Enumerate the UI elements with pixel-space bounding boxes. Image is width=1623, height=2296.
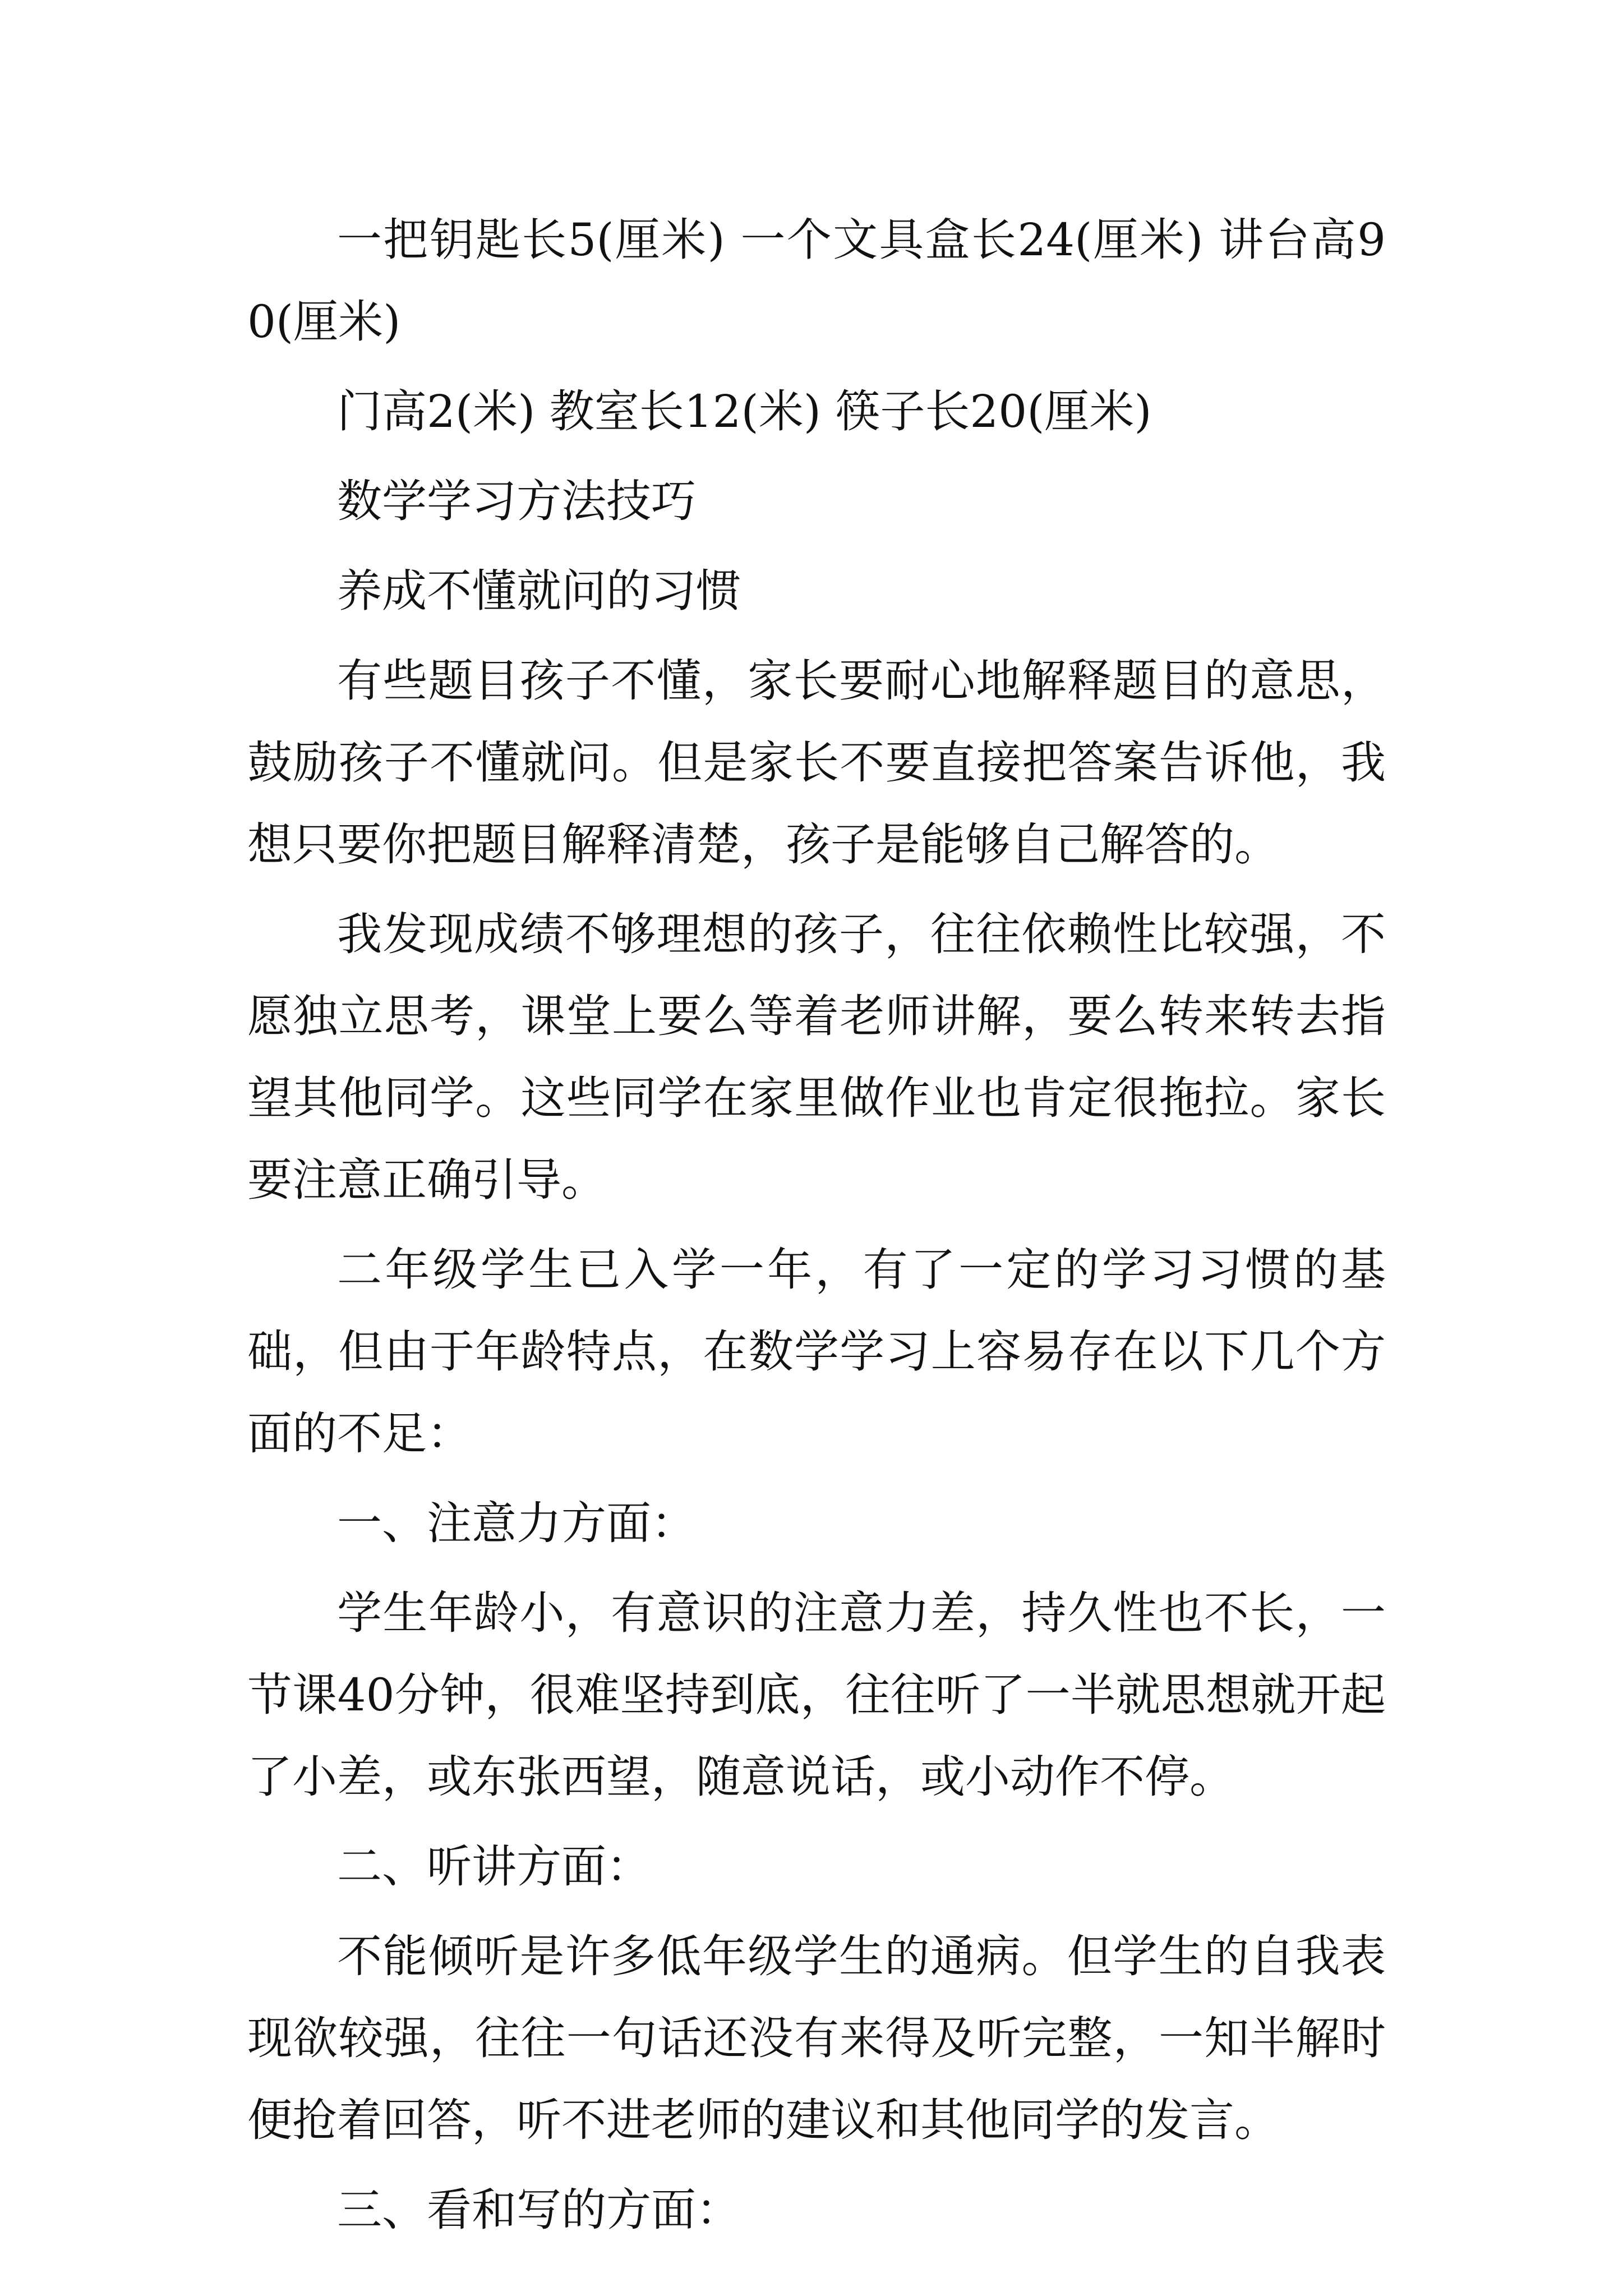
paragraph-measurements-1: 一把钥匙长5(厘米) 一个文具盒长24(厘米) 讲台高90(厘米) <box>247 214 1386 348</box>
section-heading-math-tips: 数学学习方法技巧 <box>337 475 696 527</box>
heading-attention: 一、注意力方面： <box>337 1497 696 1549</box>
paragraph-dependency: 我发现成绩不够理想的孩子，往往依赖性比较强，不愿独立思考，课堂上要么等着老师讲解，要么转来转去指望其他同学。这些同学在家里做作业也肯定很拖拉。家长要注意正确引导。 <box>247 908 1386 1206</box>
section-heading-ask-habit: 养成不懂就问的习惯 <box>337 565 741 617</box>
paragraph-attention: 学生年龄小，有意识的注意力差，持久性也不长，一节课40分钟，很难坚持到底，往往听了一半就思想就开起了小差，或东张西望，随意说话，或小动作不停。 <box>247 1587 1386 1803</box>
paragraph-second-grade: 二年级学生已入学一年，有了一定的学习习惯的基础，但由于年龄特点，在数学学习上容易存在以下几个方面的不足： <box>247 1244 1386 1460</box>
paragraph-listening: 不能倾听是许多低年级学生的通病。但学生的自我表现欲较强，往往一句话还没有来得及听完整，一知半解时便抢着回答，听不进老师的建议和其他同学的发言。 <box>247 1930 1386 2146</box>
paragraph-explain-questions: 有些题目孩子不懂，家长要耐心地解释题目的意思，鼓励孩子不懂就问。但是家长不要直接把答案告诉他，我想只要你把题目解释清楚，孩子是能够自己解答的。 <box>247 655 1386 871</box>
document-body <box>247 199 1386 2251</box>
heading-reading-writing: 三、看和写的方面： <box>337 2184 741 2236</box>
heading-listening: 二、听讲方面： <box>337 1841 651 1893</box>
paragraph-measurements-2: 门高2(米) 教室长12(米) 筷子长20(厘米) <box>337 385 1152 438</box>
